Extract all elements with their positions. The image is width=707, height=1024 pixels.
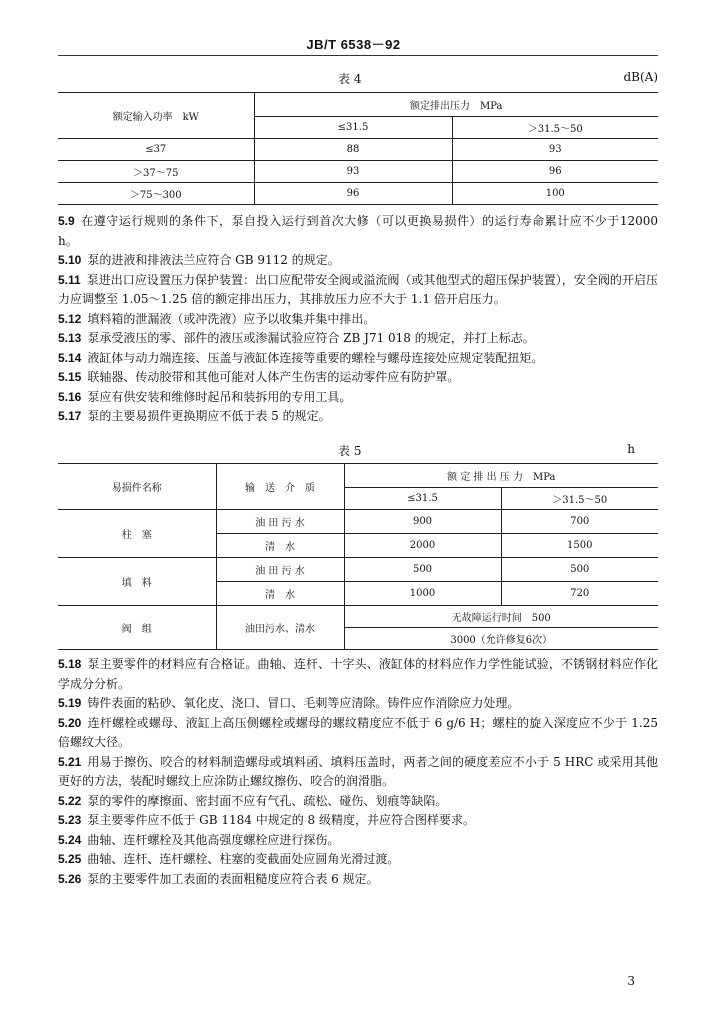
table5-col2-label: 输 送 介 质	[216, 464, 344, 510]
clause	[58, 811, 658, 831]
clause	[58, 271, 658, 310]
table-row	[58, 183, 658, 205]
table4-cell: 100	[452, 183, 658, 205]
clause-text: 泵进出口应设置压力保护装置：出口应配带安全阀或溢流阀（或其他型式的超压保护装置），安全阀的开启压力应调整至 1.05～1.25 倍的额定排出压力，其排放压力应不大于 1.1 倍开启压力。	[58, 272, 658, 306]
table4-cell: 96	[452, 161, 658, 183]
table5-cell: 1500	[501, 534, 658, 558]
table5-media: 清 水	[216, 582, 344, 606]
table5-media: 油 田 污 水	[216, 510, 344, 534]
clause-number: 5.10	[58, 253, 82, 267]
clauses-section-b	[58, 655, 658, 889]
clause-text: 铸件表面的粘砂、氧化皮、浇口、冒口、毛刺等应清除。铸件应作消除应力处理。	[87, 696, 520, 710]
clause	[58, 753, 658, 792]
table5-media: 油田污水、清水	[216, 606, 344, 650]
table4-cell: 93	[254, 161, 452, 183]
table4-unit: dB(A)	[623, 70, 658, 84]
table5-cell: 500	[344, 558, 501, 582]
table5-cell: 720	[501, 582, 658, 606]
clause	[58, 368, 658, 388]
table5-cell: 3000（允许修复6次）	[344, 628, 658, 650]
clause	[58, 407, 658, 427]
table4-cell: 88	[254, 139, 452, 161]
table4-col-label: 额定输入功率 kW	[58, 93, 254, 139]
clause	[58, 694, 658, 714]
clause	[58, 212, 658, 251]
clause-text: 泵的主要易损件更换期应不低于表 5 的规定。	[87, 409, 331, 423]
table4-cell: 96	[254, 183, 452, 205]
table5-unit: h	[627, 442, 635, 456]
clause-number: 5.13	[58, 331, 82, 345]
clause-number: 5.21	[58, 754, 82, 769]
clause-number: 5.20	[58, 715, 82, 730]
clause-text: 液缸体与动力端连接、压盖与液缸体连接等重要的螺栓与螺母连接处应规定装配扭矩。	[87, 350, 544, 365]
clause	[58, 870, 658, 890]
clause-text: 泵主要零件应不低于 GB 1184 中规定的 8 级精度，并应符合图样要求。	[87, 813, 476, 827]
document-header: JB/T 6538－92	[306, 37, 401, 52]
clause-number: 5.22	[58, 793, 82, 808]
table5-cell: 900	[344, 510, 501, 534]
clause-text: 填料箱的泄漏液（或冲洗液）应予以收集并集中排出。	[87, 311, 376, 326]
table5-cell: 700	[501, 510, 658, 534]
clause-text: 泵的主要零件加工表面的表面粗糙度应符合表 6 规定。	[87, 871, 379, 886]
table4-cell: 93	[452, 139, 658, 161]
table5-caption: 表 5	[338, 444, 362, 458]
table4-subheader: ＞31.5～50	[452, 117, 658, 139]
clause	[58, 388, 658, 408]
table4-cell: ＞37～75	[58, 161, 254, 183]
clause-text: 曲轴、连杆螺栓及其他高强度螺栓应进行探伤。	[87, 832, 340, 847]
table4-caption: 表 4	[338, 72, 362, 86]
table-row	[58, 606, 658, 628]
clause-number: 5.9	[58, 214, 75, 228]
clause-number: 5.19	[58, 696, 82, 710]
table4-cell: ＞75～300	[58, 183, 254, 205]
clause-number: 5.25	[58, 852, 82, 866]
clause-text: 泵的零件的摩擦面、密封面不应有气孔、疏松、碰伤、划痕等缺陷。	[87, 793, 448, 808]
table4-group-header: 额定排出压力 MPa	[254, 93, 658, 117]
clause	[58, 251, 658, 271]
table5-subheader: ＞31.5～50	[501, 488, 658, 510]
table5	[58, 463, 658, 650]
clauses-section-a	[58, 212, 658, 427]
table5-cell: 2000	[344, 534, 501, 558]
clause-text: 在遵守运行规则的条件下，泵自投入运行到首次大修（可以更换易损件）的运行寿命累计应不少于12000 h。	[58, 214, 658, 248]
clause-number: 5.15	[58, 370, 82, 384]
clause-text: 泵承受液压的零、部件的液压或渗漏试验应符合 ZB J71 018 的规定，并打上标志。	[87, 331, 535, 345]
table5-media: 清 水	[216, 534, 344, 558]
table5-media: 油 田 污 水	[216, 558, 344, 582]
clause-number: 5.16	[58, 389, 82, 404]
table4-cell: ≤37	[58, 139, 254, 161]
table5-group-header: 额 定 排 出 压 力 MPa	[344, 464, 658, 488]
table4	[58, 92, 658, 205]
table5-cell: 500	[501, 558, 658, 582]
clause-number: 5.12	[58, 311, 82, 326]
clause-text: 泵应有供安装和维修时起吊和装拆用的专用工具。	[87, 389, 352, 404]
clause-number: 5.17	[58, 409, 82, 423]
clause-number: 5.24	[58, 832, 82, 847]
table-row	[58, 510, 658, 534]
table-row	[58, 161, 658, 183]
clause	[58, 349, 658, 369]
table5-cell: 1000	[344, 582, 501, 606]
header-rule	[58, 55, 658, 56]
table5-part-name: 柱 塞	[58, 510, 216, 558]
table5-col1-label: 易损件名称	[58, 464, 216, 510]
clause-text: 泵的进液和排液法兰应符合 GB 9112 的规定。	[87, 253, 340, 267]
clause	[58, 714, 658, 753]
table5-part-name: 阀 组	[58, 606, 216, 650]
clause-text: 连杆螺栓或螺母、液缸上高压侧螺栓或螺母的螺纹精度应不低于 6 g/6 H；螺柱的旋入深度应不少于 1.25 倍螺纹大径。	[58, 715, 658, 749]
clause-number: 5.18	[58, 657, 82, 671]
table5-part-name: 填 料	[58, 558, 216, 606]
table5-subheader: ≤31.5	[344, 488, 501, 510]
page-number: 3	[627, 974, 635, 988]
clause	[58, 329, 658, 349]
table-row	[58, 558, 658, 582]
clause	[58, 850, 658, 870]
clause	[58, 792, 658, 812]
table4-subheader: ≤31.5	[254, 117, 452, 139]
clause-text: 泵主要零件的材料应有合格证。曲轴、连杆、十字头、液缸体的材料应作力学性能试验，不锈钢材料应作化学成分分析。	[58, 657, 658, 691]
clause-number: 5.23	[58, 813, 82, 827]
clause-text: 联轴器、传动胶带和其他可能对人体产生伤害的运动零件应有防护罩。	[87, 370, 460, 384]
clause	[58, 655, 658, 694]
clause	[58, 831, 658, 851]
clause-number: 5.11	[58, 272, 81, 287]
clause-number: 5.26	[58, 871, 82, 886]
clause-number: 5.14	[58, 350, 82, 365]
clause-text: 用易于擦伤、咬合的材料制造螺母或填料函、填料压盖时，两者之间的硬度差应不小于 5 HRC 或采用其他更好的方法，装配时螺纹上应涂防止螺纹擦伤、咬合的润滑脂。	[58, 754, 658, 788]
table-row	[58, 139, 658, 161]
clause-text: 曲轴、连杆、连杆螺栓、柱塞的变截面处应圆角光滑过渡。	[87, 852, 400, 866]
clause	[58, 310, 658, 330]
table5-cell: 无故障运行时间 500	[344, 606, 658, 628]
